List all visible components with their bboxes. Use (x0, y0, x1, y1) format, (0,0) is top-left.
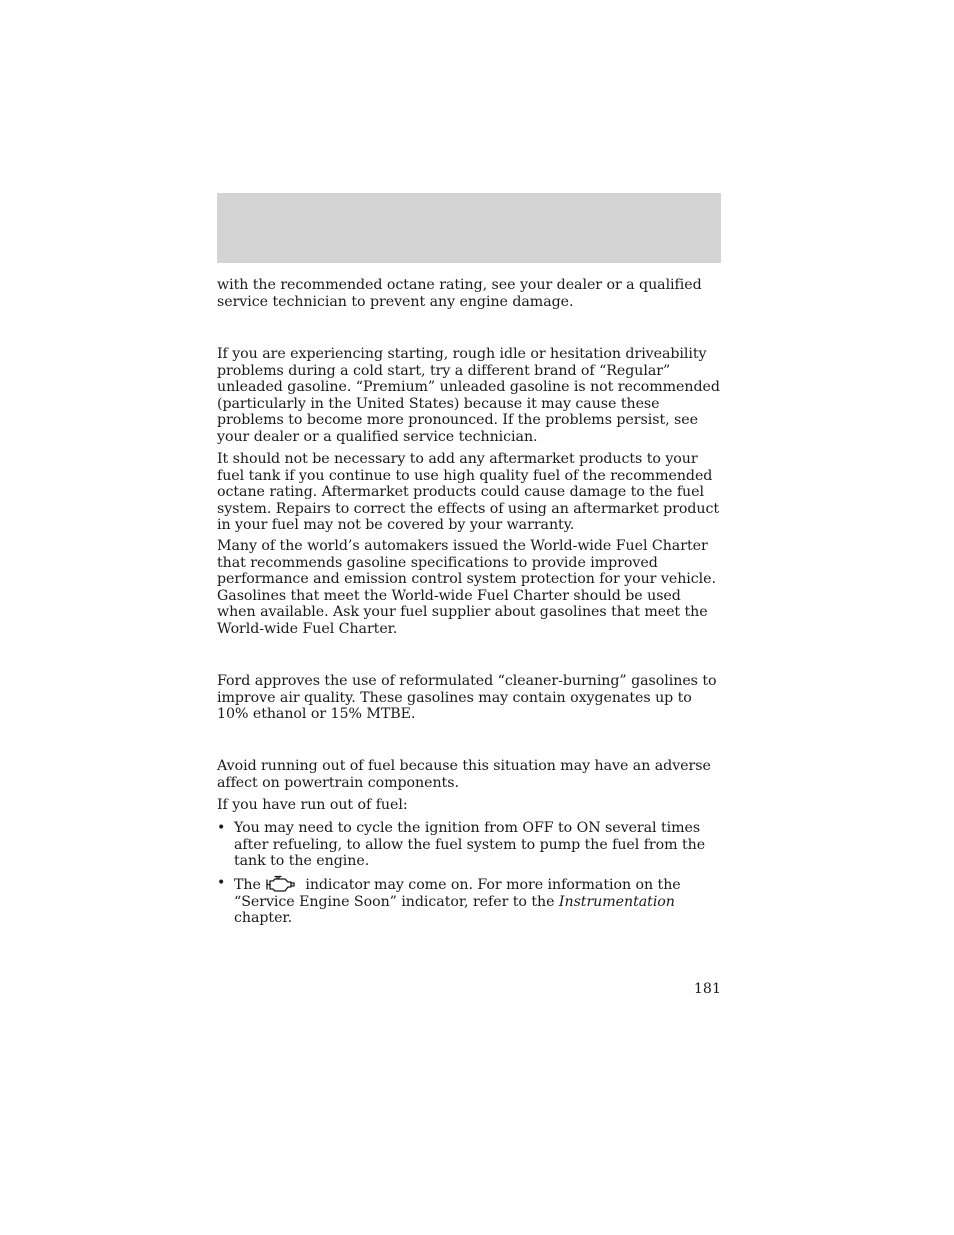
page-number: 181 (693, 981, 721, 997)
check-engine-icon (265, 875, 297, 893)
paragraph-aftermarket-products: It should not be necessary to add any aftermarket products to your fuel tank if you continue to use high quality fuel of the recommended octane rating. Aftermarket products could cause damage to the fuel system. Repairs to correct the effects of using an aftermarket product in your fuel may not be covered by your warranty. (217, 451, 720, 533)
chapter-reference: Instrumentation (558, 893, 675, 910)
list-item-text-mid: indicator may come on. For more information on the “Service Engine Soon” indicator, refer to the (234, 877, 681, 910)
paragraph-intro: with the recommended octane rating, see your dealer or a qualified service technician to prevent any engine damage. (217, 277, 702, 310)
list-item (217, 820, 723, 870)
list-item (217, 875, 723, 927)
section-header-band (217, 193, 721, 263)
bullet-marker: • (217, 875, 226, 891)
paragraph-starting-problems: If you are experiencing starting, rough idle or hesitation driveability problems during a cold start, try a different brand of “Regular” unleaded gasoline. “Premium” unleaded gasoline is not recommended (particularly in the United States) because it may cause these problems to become more pronounced. If the problems persist, see your dealer or a qualified service technician. (217, 346, 720, 445)
list-item-text: You may need to cycle the ignition from OFF to ON several times after refueling, to allow the fuel system to pump the fuel from the tank to the engine. (234, 820, 706, 869)
list-item-text (234, 875, 723, 927)
list-item-text-post: chapter. (234, 910, 293, 926)
bullet-marker: • (217, 820, 226, 836)
paragraph-reformulated-gasoline: Ford approves the use of reformulated “cleaner-burning” gasolines to improve air quality. These gasolines may contain oxygenates up to 10% ethanol or 15% MTBE. (217, 673, 717, 722)
paragraph-fuel-charter: Many of the world’s automakers issued the World-wide Fuel Charter that recommends gasoline specifications to provide improved performance and emission control system protection for your vehicle. Gasolines that meet the World-wide Fuel Charter should be used when available. Ask your fuel supplier about gasolines that meet the World-wide Fuel Charter. (217, 538, 716, 637)
paragraph-run-out-of-fuel: If you have run out of fuel: (217, 797, 408, 813)
paragraph-avoid-running-out: Avoid running out of fuel because this situation may have an adverse affect on powertrain components. (217, 758, 711, 791)
list-item-text-pre: The (234, 877, 261, 893)
